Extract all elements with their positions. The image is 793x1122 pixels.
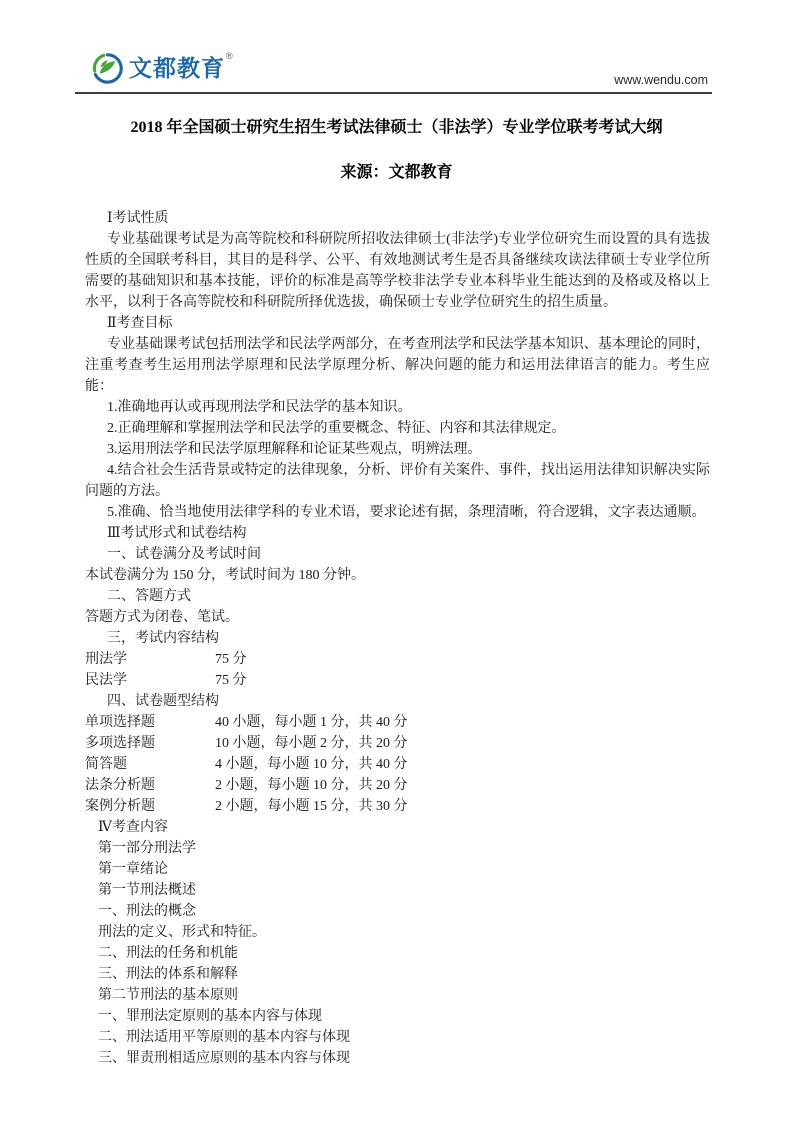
score-row <box>85 754 710 775</box>
score-row <box>85 733 710 754</box>
page-header <box>0 0 793 92</box>
paragraph-line: 二、答题方式 <box>107 589 191 604</box>
score-row-value: 2 小题，每小题 10 分，共 20 分 <box>215 778 408 793</box>
paragraph-line: 一、刑法的概念 <box>98 904 196 919</box>
paragraph-line: 本试卷满分为 150 分，考试时间为 180 分钟。 <box>85 568 365 583</box>
score-row-value: 10 小题，每小题 2 分，共 20 分 <box>215 736 408 751</box>
score-row-value: 75 分 <box>215 652 247 667</box>
paragraph-line: 3.运用刑法学和民法学原理解释和论证某些观点，明辨法理。 <box>107 442 482 457</box>
score-row-value: 75 分 <box>215 673 247 688</box>
paragraph-line: 一、试卷满分及考试时间 <box>107 547 261 562</box>
score-row-label: 单项选择题 <box>85 715 155 730</box>
paragraph-line: 2.正确理解和掌握刑法学和民法学的重要概念、特征、内容和其法律规定。 <box>107 421 566 436</box>
score-row-label: 法条分析题 <box>85 778 155 793</box>
paragraph-line: 4.结合社会生活背景或特定的法律现象，分析、评价有关案件、事件，找出运用法律知识解决实际问题的方法。 <box>85 463 710 499</box>
document-body <box>85 208 710 1069</box>
score-row <box>85 796 710 817</box>
paragraph-line: 刑法的定义、形式和特征。 <box>98 925 266 940</box>
wendu-leaf-circle-icon <box>92 53 123 84</box>
registered-trademark-mark: ® <box>226 51 233 61</box>
score-row-value: 4 小题，每小题 10 分，共 40 分 <box>215 757 408 772</box>
paragraph-line: 第一节刑法概述 <box>98 883 196 898</box>
score-row-label: 案例分析题 <box>85 799 155 814</box>
score-row <box>85 649 710 670</box>
document-title: 2018 年全国硕士研究生招生考试法律硕士（非法学）专业学位联考考试大纲 <box>130 119 663 136</box>
paragraph-line: 第二节刑法的基本原则 <box>98 988 238 1003</box>
header-divider <box>75 92 712 94</box>
paragraph-line: 二、刑法的任务和机能 <box>98 946 238 961</box>
source-line: 来源：文都教育 <box>340 164 453 181</box>
paragraph-line: 三、刑法的体系和解释 <box>98 967 238 982</box>
paragraph-line: 专业基础课考试包括刑法学和民法学两部分，在考查刑法学和民法学基本知识、基本理论的同时，注重考查考生运用刑法学原理和民法学原理分析、解决问题的能力和运用法律语言的能力。考生应能： <box>85 337 710 394</box>
score-row <box>85 775 710 796</box>
score-row <box>85 712 710 733</box>
paragraph-line: Ⅰ考试性质 <box>107 211 169 226</box>
logo-text: 文都教育 <box>129 55 225 81</box>
paragraph-line: 四、试卷题型结构 <box>107 694 219 709</box>
score-row <box>85 670 710 691</box>
paragraph-line: Ⅱ考查目标 <box>107 316 173 331</box>
paragraph-line: 专业基础课考试是为高等院校和科研院所招收法律硕士(非法学)专业学位研究生而设置的具有选拔性质的全国联考科目，其目的是科学、公平、有效地测试考生是否具备继续攻读法律硕士专业学位所需要的基础知识和基本技能，评价的标准是高等学校非法学专业本科毕业生能达到的及格或及格以上水平，以利于各高等院校和科研院所择优选拔，确保硕士专业学位研究生的招生质量。 <box>85 232 710 310</box>
score-row-label: 刑法学 <box>85 652 127 667</box>
paragraph-line: 三，考试内容结构 <box>107 631 219 646</box>
paragraph-line: 三、罪责刑相适应原则的基本内容与体现 <box>98 1051 350 1066</box>
paragraph-line: 第一章绪论 <box>98 862 168 877</box>
paragraph-line: 二、刑法适用平等原则的基本内容与体现 <box>98 1030 350 1045</box>
paragraph-line: Ⅲ考试形式和试卷结构 <box>107 526 247 541</box>
paragraph-line: 第一部分刑法学 <box>98 841 196 856</box>
score-row-value: 40 小题，每小题 1 分，共 40 分 <box>215 715 408 730</box>
score-row-label: 简答题 <box>85 757 127 772</box>
paragraph-line: Ⅳ考查内容 <box>98 820 168 835</box>
paragraph-line: 1.准确地再认或再现刑法学和民法学的基本知识。 <box>107 400 412 415</box>
wendu-logo <box>92 53 232 84</box>
score-row-value: 2 小题，每小题 15 分，共 30 分 <box>215 799 408 814</box>
score-row-label: 民法学 <box>85 673 127 688</box>
website-url: www.wendu.com <box>614 73 708 87</box>
score-row-label: 多项选择题 <box>85 736 155 751</box>
paragraph-line: 5.准确、恰当地使用法律学科的专业术语，要求论述有据，条理清晰，符合逻辑，文字表达通顺。 <box>107 505 706 520</box>
paragraph-line: 一、罪刑法定原则的基本内容与体现 <box>98 1009 322 1024</box>
paragraph-line: 答题方式为闭卷、笔试。 <box>85 610 239 625</box>
